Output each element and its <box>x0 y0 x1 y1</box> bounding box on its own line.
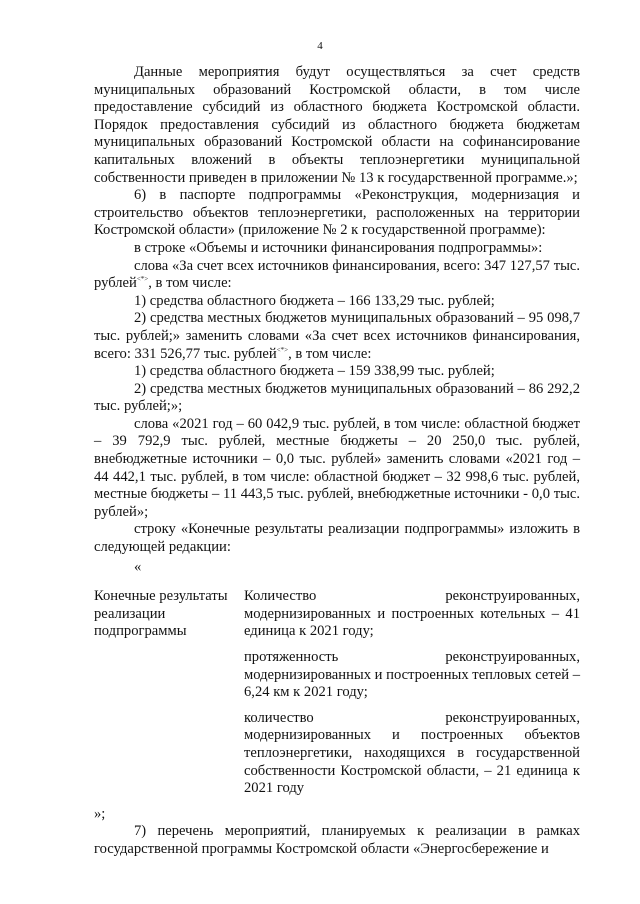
paragraph-funding-row: в строке «Объемы и источники финансирования подпрограммы»: <box>134 239 543 256</box>
results-table <box>94 588 580 806</box>
paragraph-measures-funding: Данные мероприятия будут осуществляться за счет средств муниципальных образований Костромской области, в том числе предоставление субсидий из областного бюджета Костромской области. Порядок предоставления субсидий из областного бюджета бюджетам муниципальных образований Костромской области на софинансирование капитальных вложений в объекты теплоэнергетики муниципальной собственности приведен в приложении № 13 к государственной программе.»; <box>94 64 580 186</box>
paragraph-total-old: слова «За счет всех источников финансирования, всего: 347 127,57 тыс. рублей<*>, в том числе: <box>94 257 580 292</box>
document-body <box>94 64 580 859</box>
result-boilers: Количество реконструированных, модернизированных и построенных котельных – 41 единица к 2021 году; <box>244 588 580 640</box>
results-table-values <box>244 588 580 806</box>
paragraph-measures-list: 7) перечень мероприятий, планируемых к реализации в рамках государственной программы Костромской области «Энергосбережение и <box>94 823 580 857</box>
paragraph-regional-budget-new: 1) средства областного бюджета – 159 338,99 тыс. рублей; <box>134 363 495 380</box>
paragraph-2021-replace: слова «2021 год – 60 042,9 тыс. рублей, в том числе: областной бюджет – 39 792,9 тыс. рублей, местные бюджеты – 20 250,0 тыс. рублей, внебюджетные источники – 0,0 тыс. рублей» заменить словами «2021 год – 44 442,1 тыс. рублей, в том числе: областной бюджет – 32 998,6 тыс. рублей, местные бюджеты – 11 443,5 тыс. рублей, внебюджетные источники - 0,0 тыс. рублей»; <box>94 415 580 520</box>
paragraph-local-budget-new: 2) средства местных бюджетов муниципальных образований – 86 292,2 тыс. рублей;»; <box>94 380 580 415</box>
results-table-label: Конечные результаты реализации подпрограммы <box>94 588 228 640</box>
footnote-mark: <*> <box>276 345 289 354</box>
paragraph-results-row: строку «Конечные результаты реализации подпрограммы» изложить в следующей редакции: <box>94 521 580 556</box>
quote-close-mark: »; <box>94 805 106 822</box>
page-number: 4 <box>317 40 323 52</box>
footnote-mark: <*> <box>136 275 149 284</box>
paragraph-regional-budget-old: 1) средства областного бюджета – 166 133,29 тыс. рублей; <box>134 292 495 309</box>
paragraph-subprogram-passport: 6) в паспорте подпрограммы «Реконструкция, модернизация и строительство объектов теплоэнергетики, расположенных на территории Костромской области» (приложение № 2 к государственной программе): <box>94 187 580 239</box>
result-heat-networks: протяженность реконструированных, модернизированных и построенных тепловых сетей – 6,24 км к 2021 году; <box>244 649 580 701</box>
result-state-objects: количество реконструированных, модернизированных и построенных объектов теплоэнергетики, находящихся в государственной собственности Костромской области, – 21 единица к 2021 году <box>244 709 580 797</box>
quote-open-mark: « <box>134 558 142 575</box>
paragraph-local-budget-replace: 2) средства местных бюджетов муниципальных образований – 95 098,7 тыс. рублей;» заменить словами «За счет всех источников финансирования, всего: 331 526,77 тыс. рублей<*>, в том числе: <box>94 310 580 362</box>
